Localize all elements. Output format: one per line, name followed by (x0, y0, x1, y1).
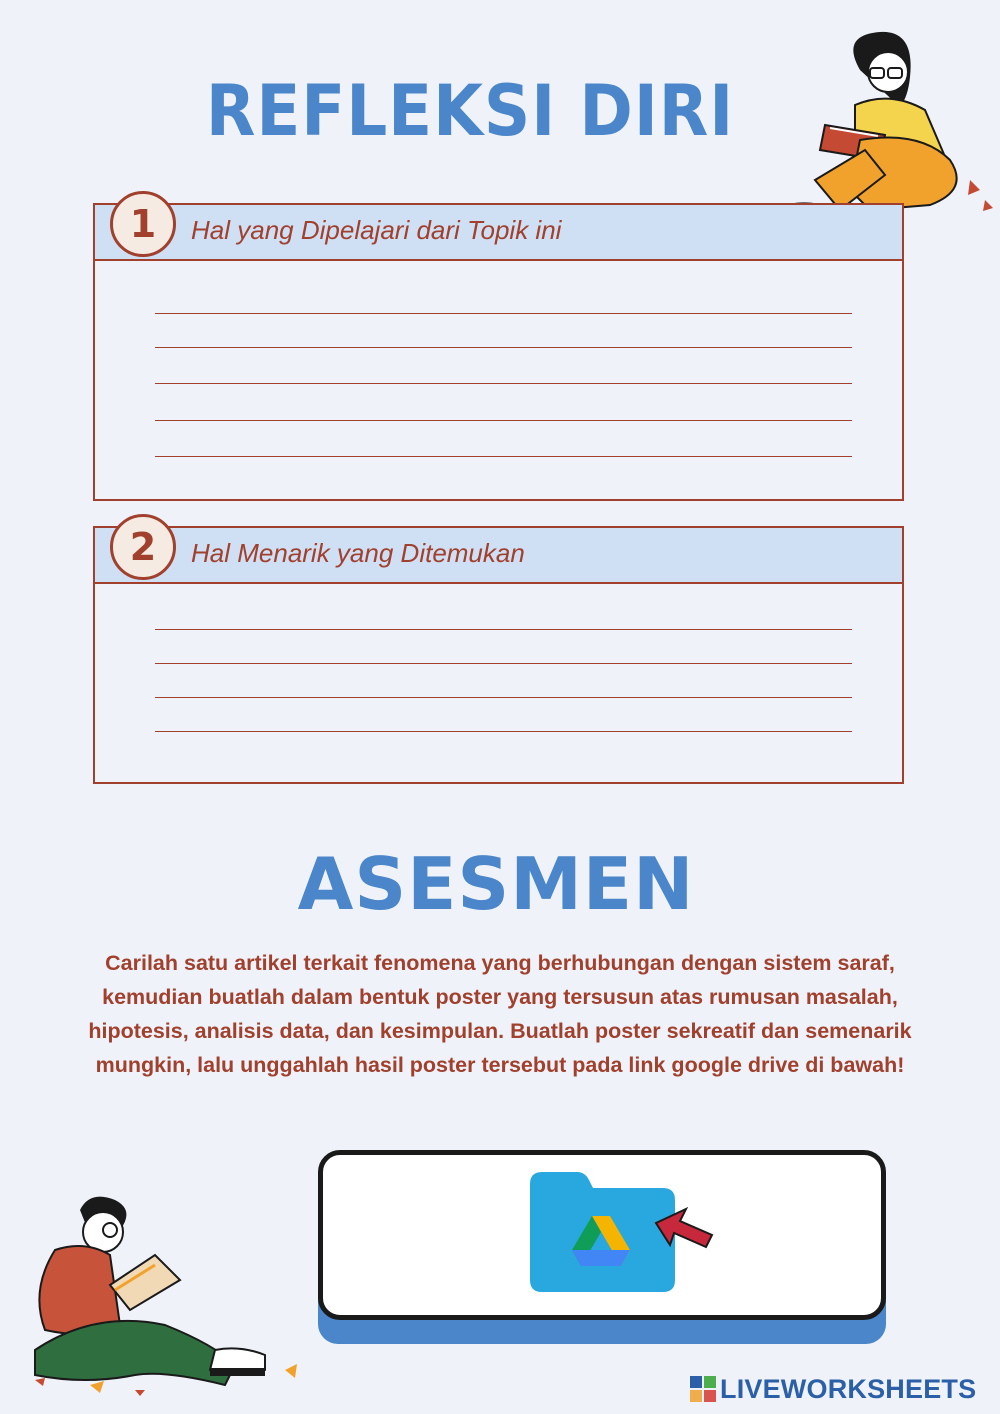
panel-number-badge: 2 (110, 514, 176, 580)
answer-line[interactable] (155, 347, 852, 348)
panel-header (95, 202, 902, 261)
answer-line[interactable] (155, 383, 852, 384)
answer-line[interactable] (155, 313, 852, 314)
assessment-instructions: Carilah satu artikel terkait fenomena yang berhubungan dengan sistem saraf, kemudian buatlah dalam bentuk poster yang tersusun atas rumusan masalah, hipotesis, analisis data, dan kesimpulan. Buatlah poster sekreatif dan semenarik mungkin, lalu unggahlah hasil poster tersebut pada link google drive di bawah! (88, 951, 912, 1077)
liveworksheets-logo-icon (690, 1376, 716, 1402)
answer-line[interactable] (155, 697, 852, 698)
answer-line[interactable] (155, 629, 852, 630)
page-title-refleksi: REFLEKSI DIRI (205, 70, 735, 152)
panel-header (95, 525, 902, 584)
boy-reading-illustration (15, 1190, 335, 1405)
section-title-asesmen: ASESMEN (297, 842, 695, 926)
liveworksheets-logo[interactable] (690, 1374, 976, 1404)
answer-line[interactable] (155, 456, 852, 457)
answer-line[interactable] (155, 731, 852, 732)
brand-name: LIVEWORKSHEETS (720, 1373, 977, 1404)
answer-line[interactable] (155, 663, 852, 664)
panel-title: Hal Menarik yang Ditemukan (191, 538, 525, 568)
panel-number-badge: 1 (110, 191, 176, 257)
reflection-panel-interesting (93, 526, 904, 784)
panel-title: Hal yang Dipelajari dari Topik ini (191, 215, 562, 245)
answer-line[interactable] (155, 420, 852, 421)
arrow-pointer-icon (652, 1205, 716, 1249)
reflection-panel-learned (93, 203, 904, 501)
